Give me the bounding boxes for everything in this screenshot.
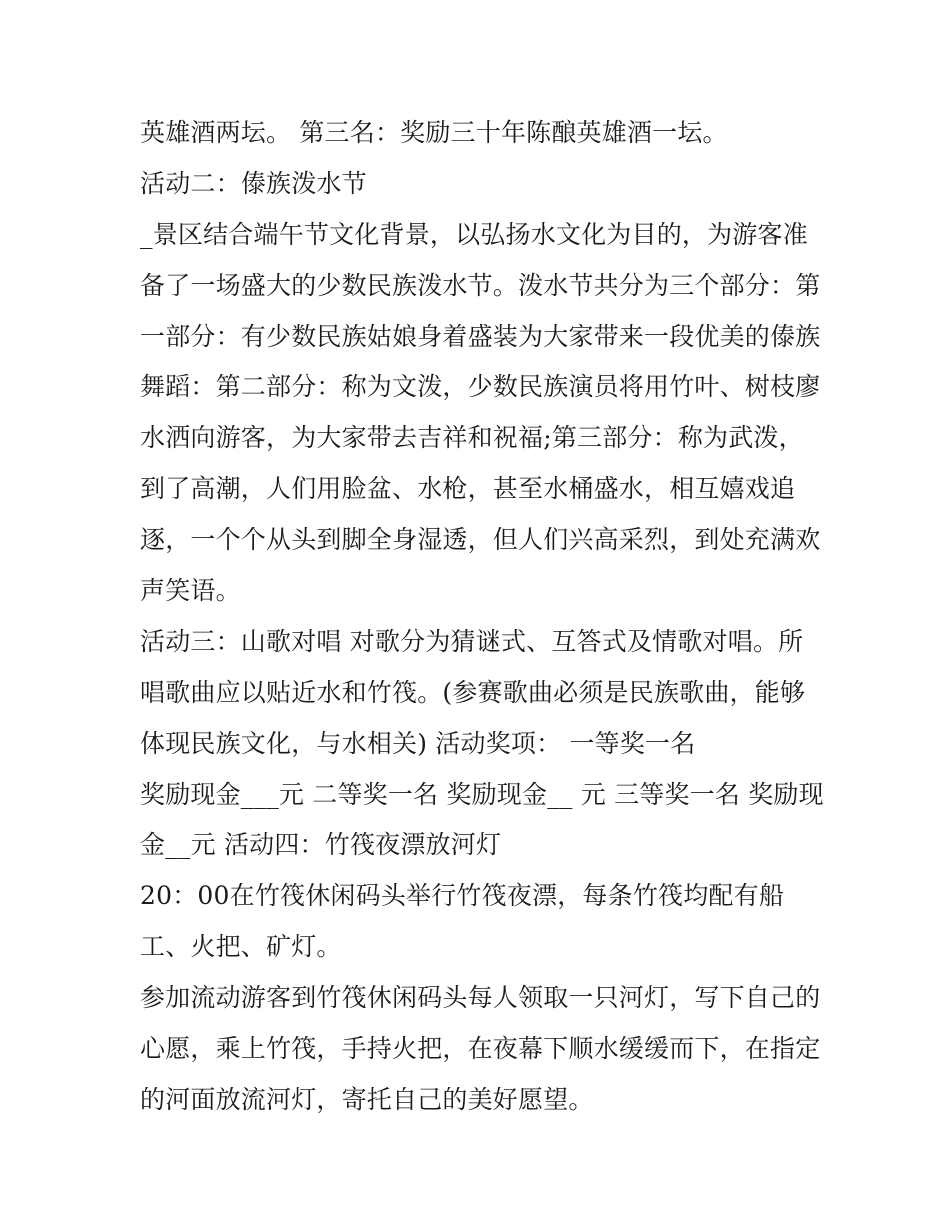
text-line: 水洒向游客，为大家带去吉祥和祝福;第三部分：称为武泼， bbox=[140, 423, 804, 453]
text-line: 奖励现金___元 二等奖一名 奖励现金__ 元 三等奖一名 奖励现 bbox=[140, 779, 824, 809]
text-line: 唱歌曲应以贴近水和竹筏。(参赛歌曲必须是民族歌曲，能够 bbox=[140, 677, 806, 707]
section-heading: 活动二：傣族泼水节 bbox=[140, 168, 367, 198]
text-line: 活动三：山歌对唱 对歌分为猜谜式、互答式及情歌对唱。所 bbox=[140, 626, 804, 656]
text-line: 逐，一个个从头到脚全身湿透，但人们兴高采烈，到处充满欢 bbox=[140, 525, 821, 555]
text-line: 心愿，乘上竹筏，手持火把，在夜幕下顺水缓缓而下，在指定 bbox=[140, 1034, 821, 1064]
text-line: 20：00在竹筏休闲码头举行竹筏夜漂，每条竹筏均配有船 bbox=[140, 881, 785, 911]
text-line: 的河面放流河灯，寄托自己的美好愿望。 bbox=[140, 1084, 594, 1114]
text-line: 英雄酒两坛。 第三名：奖励三十年陈酿英雄酒一坛。 bbox=[140, 118, 728, 147]
text-line: 工、火把、矿灯。 bbox=[140, 932, 342, 962]
text-line: 声笑语。 bbox=[140, 576, 241, 606]
text-line: 备了一场盛大的少数民族泼水节。泼水节共分为三个部分：第 bbox=[140, 270, 821, 300]
text-line: 体现民族文化，与水相关) 活动奖项： 一等奖一名 bbox=[140, 728, 696, 758]
text-line: 一部分：有少数民族姑娘身着盛装为大家带来一段优美的傣族 bbox=[140, 321, 821, 351]
document-body bbox=[140, 108, 830, 1126]
text-line: _景区结合端午节文化背景，以弘扬水文化为目的，为游客准 bbox=[140, 219, 808, 249]
text-line: 舞蹈：第二部分：称为文泼，少数民族演员将用竹叶、树枝廖 bbox=[140, 372, 821, 402]
text-line: 参加流动游客到竹筏休闲码头每人领取一只河灯，写下自己的 bbox=[140, 983, 821, 1013]
text-line: 金__元 活动四：竹筏夜漂放河灯 bbox=[140, 830, 502, 860]
text-line: 到了高潮，人们用脸盆、水枪，甚至水桶盛水，相互嬉戏追 bbox=[140, 474, 796, 504]
